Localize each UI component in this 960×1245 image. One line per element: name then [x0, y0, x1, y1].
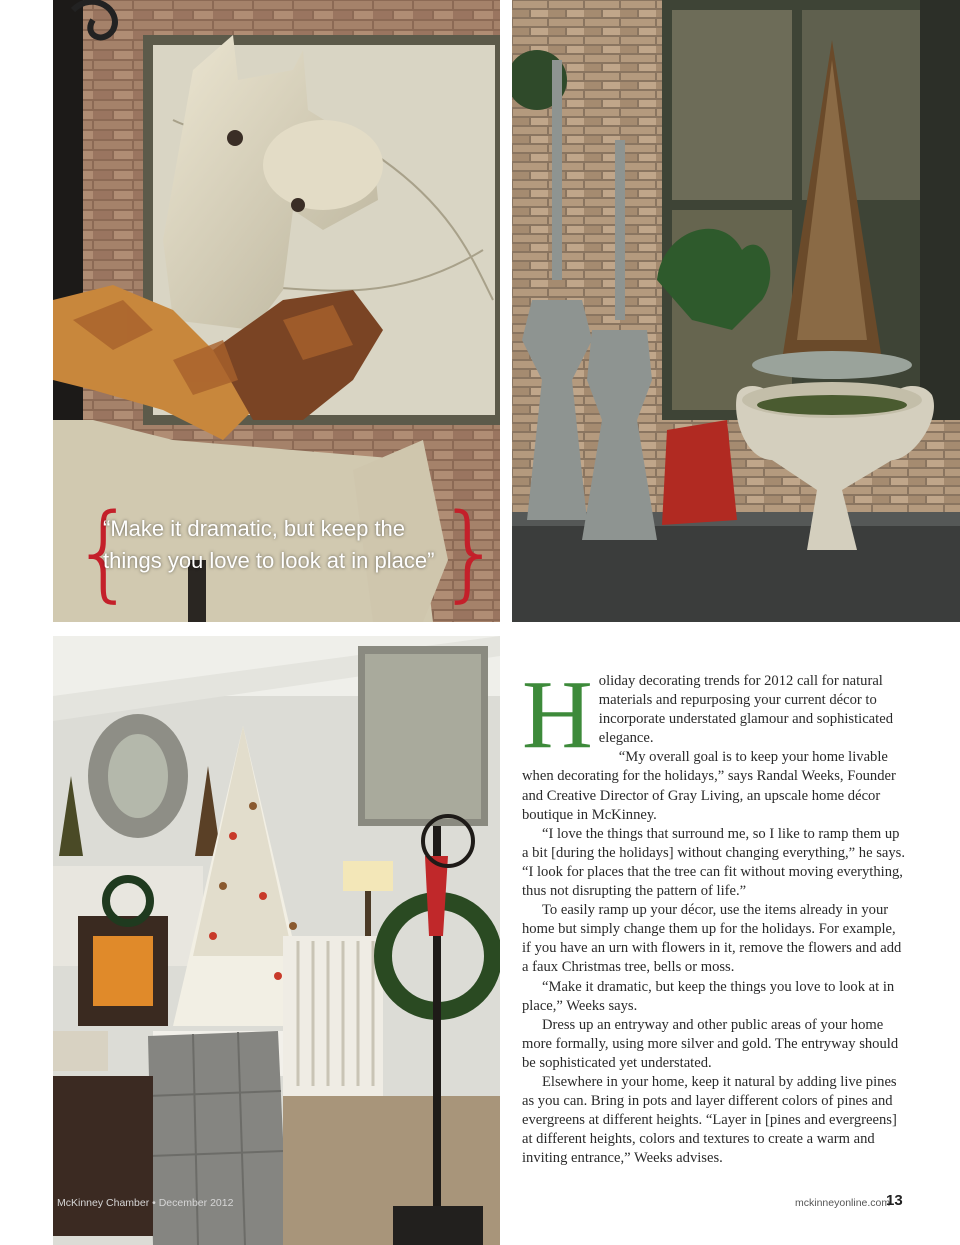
living-room-tree-photo — [53, 636, 500, 1245]
page-number: 13 — [886, 1192, 903, 1209]
article-paragraph: “Make it dramatic, but keep the things you love to look at in place,” Weeks says. — [522, 978, 895, 1014]
article-paragraph: “My overall goal is to keep your home livable when decorating for the holidays,” says Randal Weeks, Founder and Creative Director of Gray Living, an upscale home décor boutique in McKinney. — [522, 749, 896, 823]
drop-cap: H — [522, 661, 593, 769]
article-paragraph: “I love the things that surround me, so I like to ramp them up a bit [during the holidays] without changing everything,” he says. “I look for places that the tree can fit without moving everything, thus not disrupting the pattern of life.” — [522, 825, 906, 900]
pull-quote-text: “Make it dramatic, but keep the things you love to look at in place” — [103, 516, 435, 573]
article-paragraph: Dress up an entryway and other public areas of your home more formally, using more silver and gold. The entryway should be sophisticated yet understated. — [522, 1016, 899, 1071]
pull-quote-open-brace: { — [71, 491, 138, 613]
urn-topiary-photo — [512, 0, 960, 622]
article-paragraph: Elsewhere in your home, keep it natural by adding live pines as you can. Bring in pots and layer different colors of pines and evergreens at different heights. “Layer in [pines and evergreens] at different heights, colors and textures to create a warm and inviting entrance,” Weeks advises. — [522, 1073, 897, 1167]
article-paragraph: To easily ramp up your décor, use the items already in your home but simply change them up for the holidays. For example, if you have an urn with flowers in it, remove the flowers and add a faux Christmas tree, bells or moss. — [522, 902, 902, 976]
website-footer[interactable]: mckinneyonline.com — [795, 1197, 891, 1209]
pull-quote — [53, 491, 504, 613]
article-paragraph: oliday decorating trends for 2012 call for natural materials and repurposing your current décor to incorporate understated glamour and sophisticated elegance. — [598, 673, 893, 747]
article-body — [522, 661, 907, 1168]
pull-quote-close-brace: } — [437, 491, 504, 613]
publication-footer: McKinney Chamber • December 2012 — [57, 1197, 234, 1209]
